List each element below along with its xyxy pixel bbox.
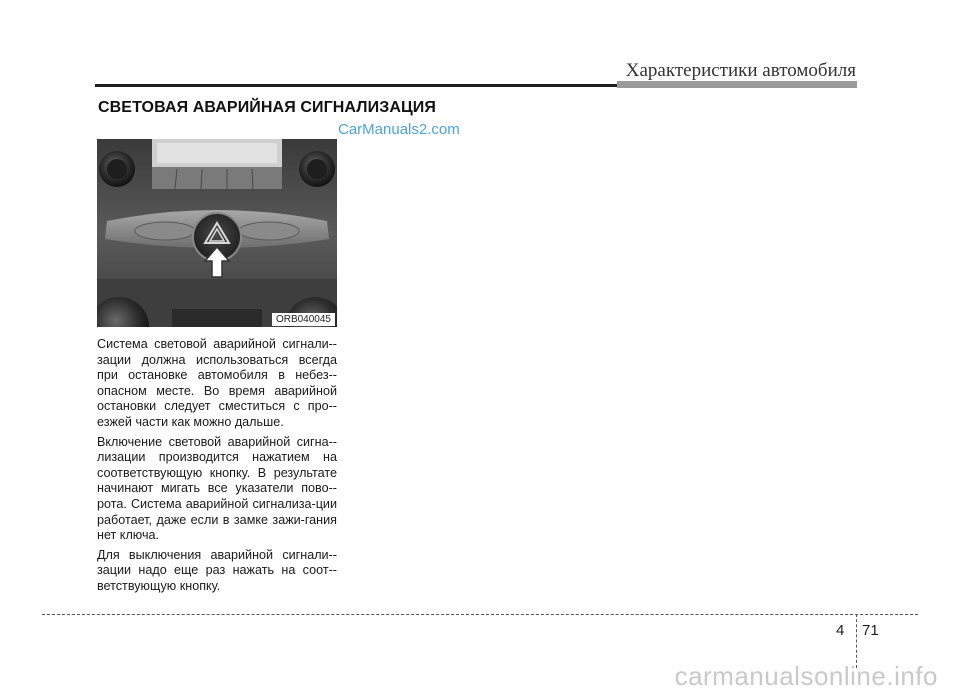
footer-rule — [42, 614, 918, 615]
paragraph-2: Включение световой аварийной сигна-лизации производится нажатием на соответствующую кнопку. В результате начинают мигать все указатели пово-рота. Система аварийной сигнализа-ции работает, даже если в замке зажи-гания нет ключа. — [97, 434, 337, 543]
page-number-divider — [856, 614, 857, 668]
figure-code-label: ORB040045 — [272, 313, 335, 326]
watermark-carmanuals2: CarManuals2.com — [338, 121, 460, 138]
page-number: 71 — [862, 622, 879, 639]
body-text — [97, 337, 337, 599]
paragraph-3: Для выключения аварийной сигнали-зации надо еще раз нажать на соот-ветствующую кнопку. — [97, 547, 337, 593]
chapter-number: 4 — [836, 622, 845, 639]
hazard-switch-photo — [97, 139, 337, 327]
header-rule-accent — [617, 81, 857, 88]
header-rule — [95, 84, 617, 87]
watermark-carmanualsonline: carmanualsonline.info — [674, 661, 938, 691]
section-heading: СВЕТОВАЯ АВАРИЙНАЯ СИГНАЛИЗАЦИЯ — [98, 99, 436, 116]
running-header-title: Характеристики автомобиля — [625, 60, 856, 81]
paragraph-1: Система световой аварийной сигнали-зации должна использоваться всегда при остановке автомобиля в небез-опасном месте. Во время аварийной остановки следует сместиться с про-езжей части как можно дальше. — [97, 337, 337, 429]
